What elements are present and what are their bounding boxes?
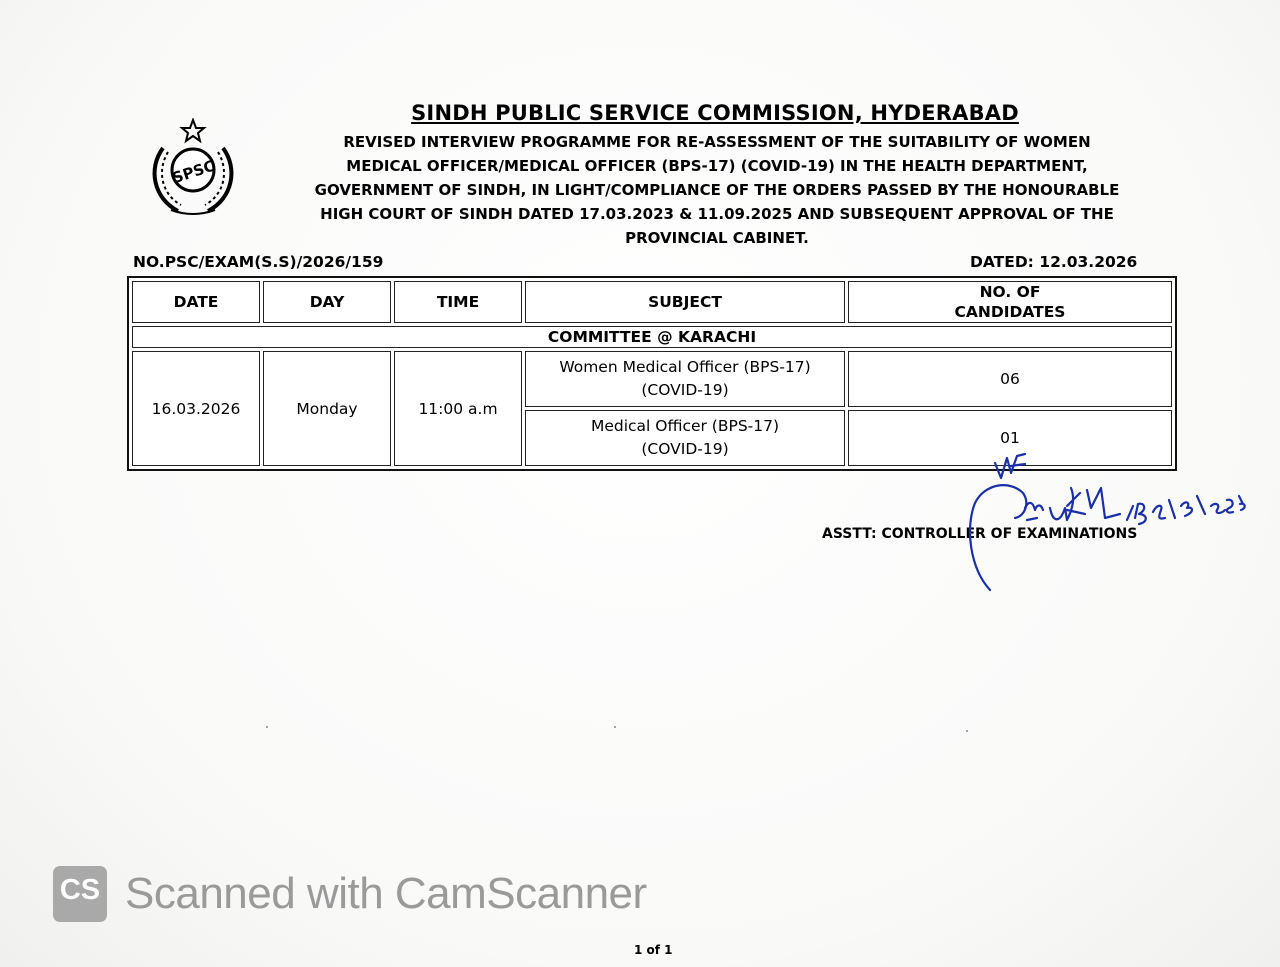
subject-line: Women Medical Officer (BPS-17) (559, 358, 811, 376)
subject-line: (COVID-19) (641, 440, 729, 458)
scan-speck (266, 726, 268, 728)
subject-line: Medical Officer (BPS-17) (590, 417, 780, 435)
handwritten-signature (895, 448, 1255, 598)
subtitle-line: MEDICAL OFFICER/MEDICAL OFFICER (BPS-17) (COVID-19) IN THE HEALTH DEPARTMENT, (346, 157, 1088, 175)
reference-date: DATED: 12.03.2026 (970, 253, 1138, 271)
spsc-logo-seal (143, 118, 243, 218)
subject-line: (COVID-19) (641, 381, 729, 399)
subtitle-line: REVISED INTERVIEW PROGRAMME FOR RE-ASSESSMENT OF THE SUITABILITY OF WOMEN (343, 133, 1091, 151)
camscanner-logo-text: CS (59, 874, 101, 906)
page-number: 1 of 1 (634, 943, 673, 957)
interview-schedule-table (127, 276, 1177, 471)
logo-letters: SPSC (170, 156, 218, 188)
signatory-designation: ASSTT: CONTROLLER OF EXAMINATIONS (822, 526, 1138, 542)
subtitle-line: HIGH COURT OF SINDH DATED 17.03.2023 & 11.09.2025 AND SUBSEQUENT APPROVAL OF THE (320, 205, 1114, 223)
document-subtitle (258, 130, 1176, 250)
camscanner-watermark: Scanned with CamScanner (125, 869, 647, 918)
header-subject: SUBJECT (525, 281, 845, 323)
reference-number: NO.PSC/EXAM(S.S)/2026/159 (133, 253, 384, 271)
candidates-count: 01 (848, 410, 1172, 466)
committee-label: COMMITTEE @ KARACHI (132, 326, 1172, 348)
session-day: Monday (263, 351, 391, 466)
header-day: DAY (263, 281, 391, 323)
subject-cell (525, 410, 845, 466)
header-time: TIME (394, 281, 522, 323)
candidates-count: 06 (848, 351, 1172, 407)
table-header-row (132, 281, 1172, 323)
scan-speck (966, 730, 968, 732)
header-candidates-line1: NO. OF (979, 283, 1041, 301)
scan-speck (614, 726, 616, 728)
subtitle-line: PROVINCIAL CABINET. (625, 229, 809, 247)
committee-row (132, 326, 1172, 348)
subtitle-line: GOVERNMENT OF SINDH, IN LIGHT/COMPLIANCE OF THE ORDERS PASSED BY THE HONOURABLE (314, 181, 1120, 199)
subject-cell (525, 351, 845, 407)
camscanner-logo-icon (53, 866, 107, 922)
session-time: 11:00 a.m (394, 351, 522, 466)
table-row (132, 351, 1172, 407)
header-date: DATE (132, 281, 260, 323)
document-title: SINDH PUBLIC SERVICE COMMISSION, HYDERABAD (411, 101, 1019, 125)
header-candidates (848, 281, 1172, 323)
header-candidates-line2: CANDIDATES (954, 303, 1066, 321)
session-date: 16.03.2026 (132, 351, 260, 466)
